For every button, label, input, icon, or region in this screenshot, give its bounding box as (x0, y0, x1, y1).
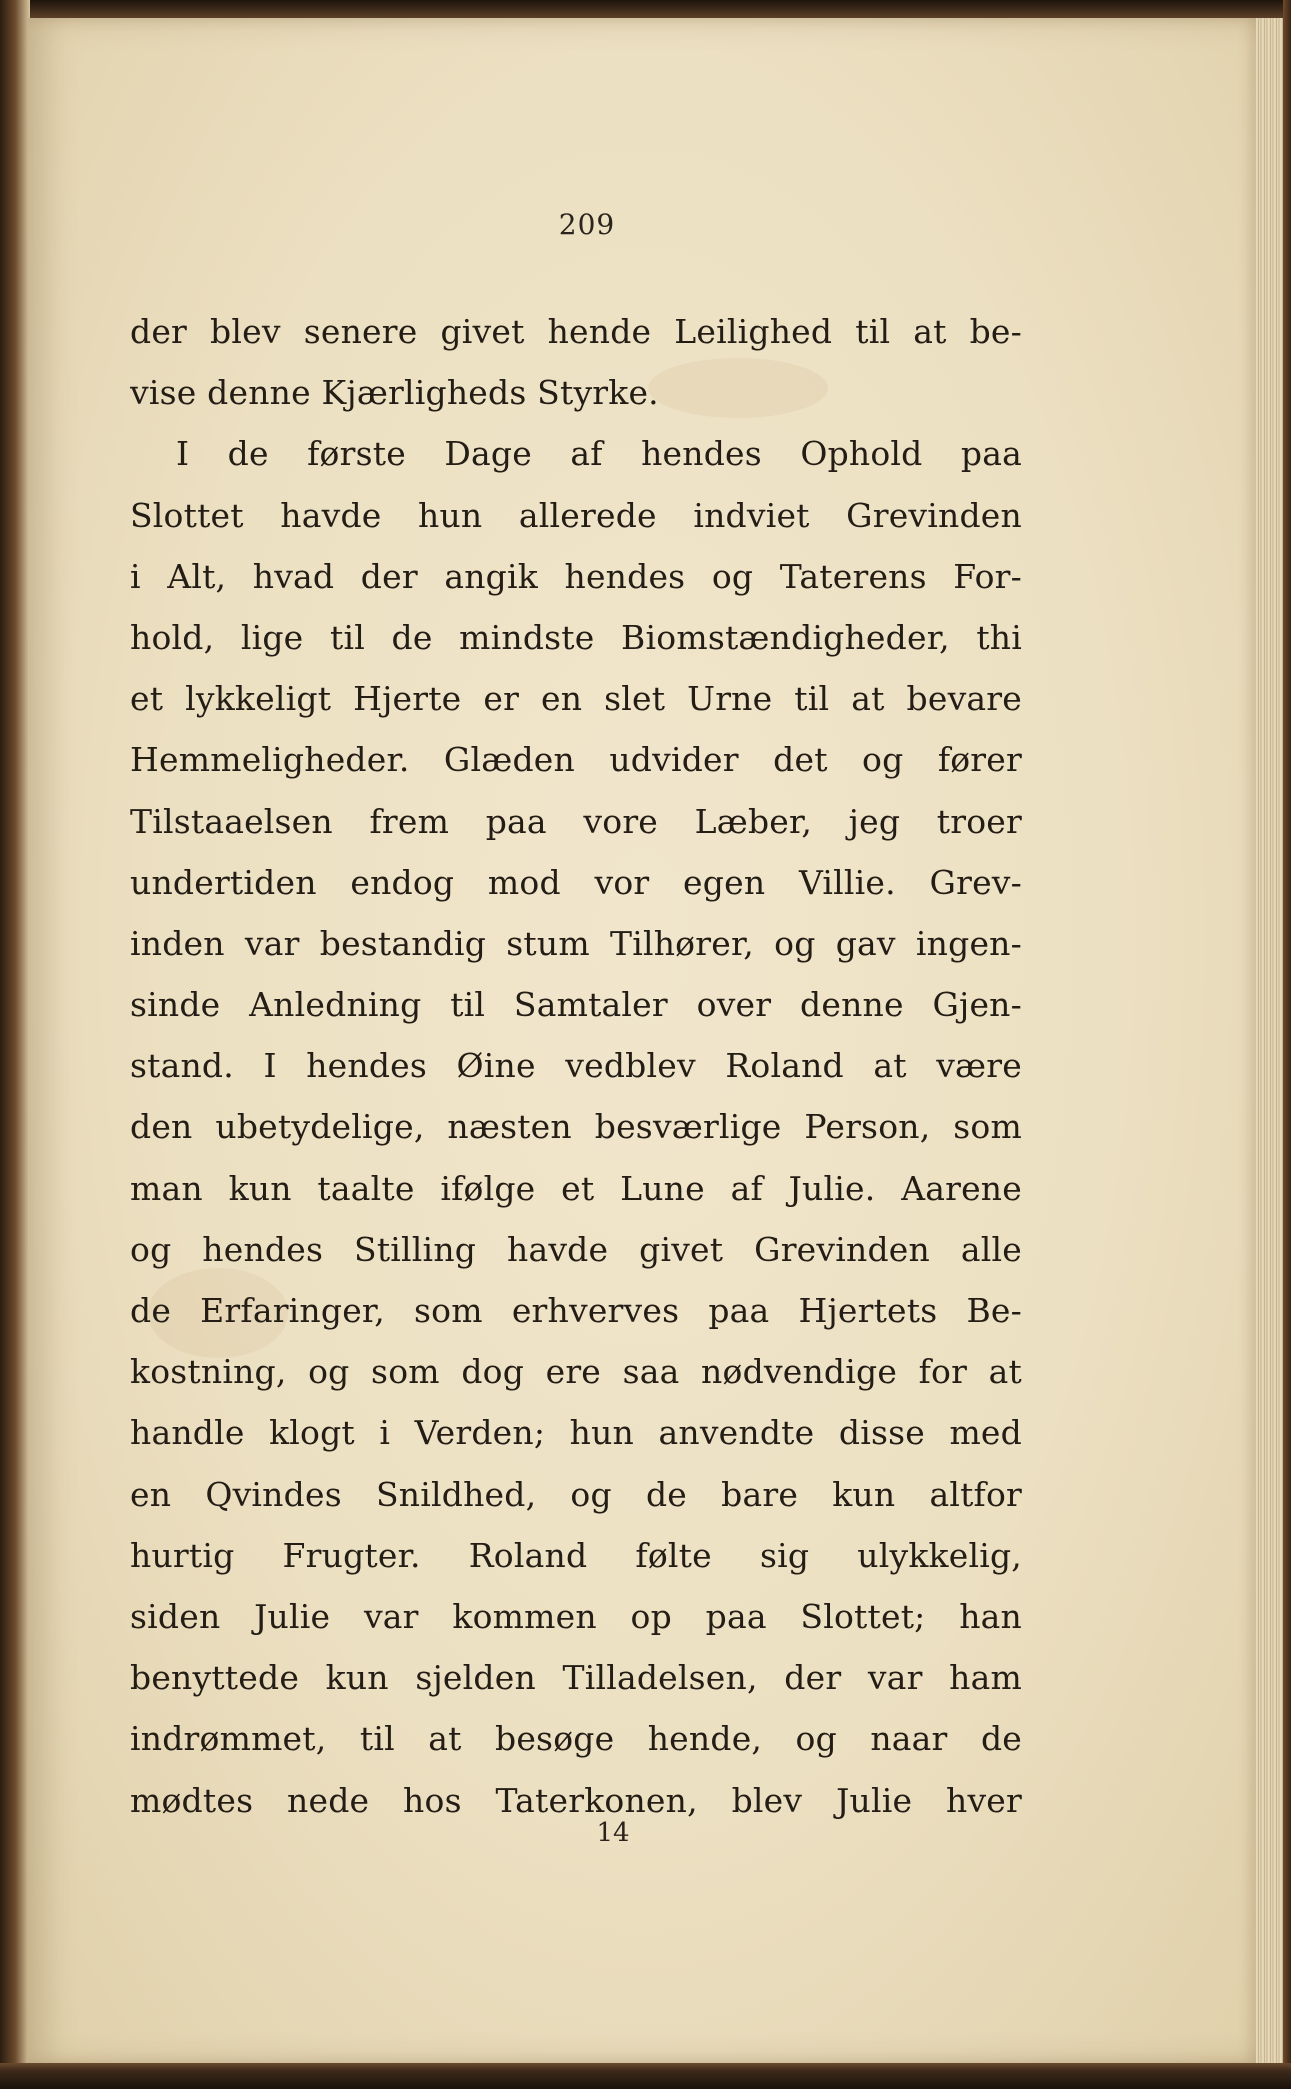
text-line: i Alt, hvad der angik hendes og Taterens For- (130, 556, 1022, 596)
text-line: I de første Dage af hendes Ophold paa (176, 434, 1022, 474)
text-line: handle klogt i Verden; hun anvendte disse med (130, 1413, 1022, 1453)
text-line: og hendes Stilling havde givet Grevinden alle (130, 1229, 1022, 1269)
text-line: Tilstaaelsen frem paa vore Læber, jeg troer (130, 801, 1022, 841)
text-line: man kun taalte ifølge et Lune af Julie. Aarene (130, 1168, 1022, 1208)
signature-mark: 14 (596, 1818, 630, 1848)
text-line: sinde Anledning til Samtaler over denne Gjen- (130, 985, 1022, 1025)
book-page (28, 18, 1256, 2064)
book-spine-gutter (0, 0, 30, 2089)
text-line: hurtig Frugter. Roland følte sig ulykkelig, (130, 1535, 1022, 1575)
text-line: mødtes nede hos Taterkonen, blev Julie hver (130, 1780, 1022, 1820)
text-line: Hemmeligheder. Glæden udvider det og fører (130, 740, 1022, 780)
text-line: Slottet havde hun allerede indviet Grevinden (130, 495, 1022, 535)
book-cover-edge (1283, 0, 1291, 2089)
book-bottom-edge (0, 2063, 1291, 2089)
text-line: stand. I hendes Øine vedblev Roland at være (130, 1046, 1022, 1086)
text-line: hold, lige til de mindste Biomstændigheder, thi (130, 617, 1022, 657)
text-line: undertiden endog mod vor egen Villie. Grev- (130, 862, 1022, 902)
text-line: de Erfaringer, som erhverves paa Hjertets Be- (130, 1291, 1022, 1330)
body-text (130, 301, 1022, 1831)
text-line: benyttede kun sjelden Tilladelsen, der var ham (130, 1658, 1022, 1698)
page-number: 209 (558, 208, 616, 241)
text-line: indrømmet, til at besøge hende, og naar de (130, 1719, 1022, 1759)
text-line: siden Julie var kommen op paa Slottet; han (130, 1596, 1022, 1636)
text-line: en Qvindes Snildhed, og de bare kun altfor (130, 1474, 1022, 1514)
text-line: et lykkeligt Hjerte er en slet Urne til at bevare (130, 679, 1022, 719)
text-line: der blev senere givet hende Leilighed til at be- (130, 312, 1022, 351)
text-line: den ubetydelige, næsten besværlige Person, som (130, 1107, 1022, 1147)
text-line: kostning, og som dog ere saa nødvendige for at (130, 1352, 1022, 1392)
text-line: inden var bestandig stum Tilhører, og gav ingen- (130, 923, 1022, 963)
text-line: vise denne Kjærligheds Styrke. (130, 373, 659, 413)
